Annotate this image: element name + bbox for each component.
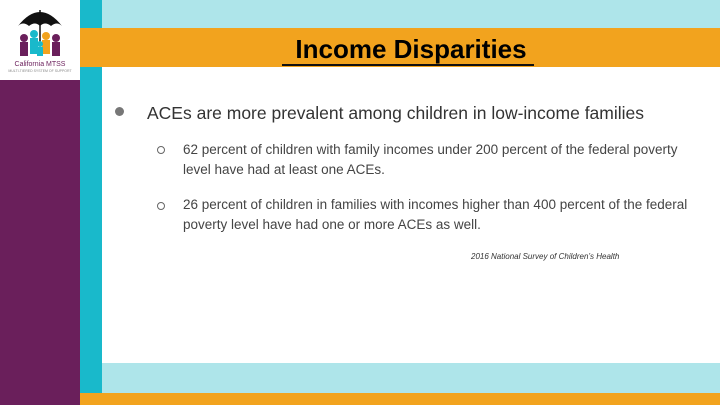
bullet-icon: [115, 107, 124, 116]
sub-bullet-icon: [157, 146, 165, 154]
citation: 2016 National Survey of Children’s Health: [471, 252, 620, 261]
sub-bullet-2: 26 percent of children in families with incomes higher than 400 percent of the federal poverty level have had one or more ACEs as well.: [183, 197, 688, 232]
sub-bullet-1: 62 percent of children with family incomes under 200 percent of the federal poverty level have had at least one ACEs.: [183, 142, 678, 177]
bottom-band: [80, 393, 720, 405]
logo-subtext: MULTI-TIERED SYSTEM OF SUPPORT: [8, 69, 72, 73]
logo: [0, 0, 80, 80]
umbrella-family-icon: [8, 4, 72, 62]
title-underline: [282, 64, 534, 66]
main-bullet: ACEs are more prevalent among children in low-income families: [147, 103, 645, 123]
logo-text: California MTSS: [14, 61, 66, 68]
slide-title: Income Disparities: [295, 34, 527, 64]
sub-bullet-icon: [157, 202, 165, 210]
